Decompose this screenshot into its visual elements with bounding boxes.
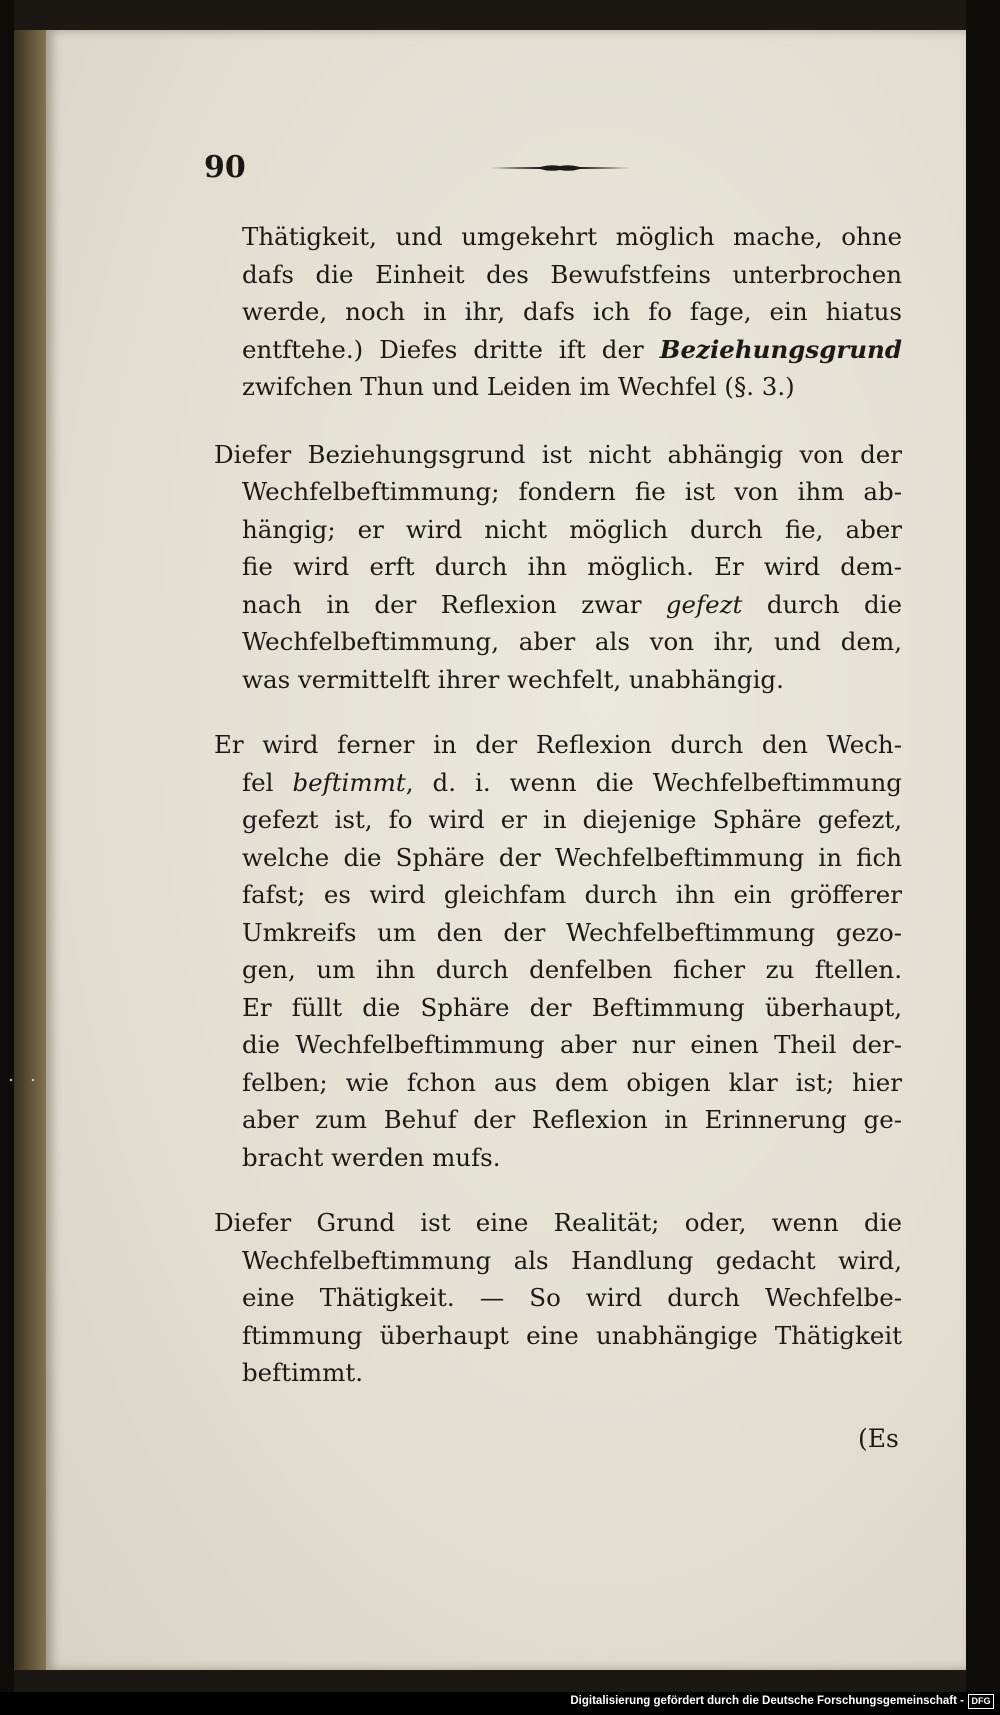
header-ornament	[490, 162, 630, 174]
dfg-logo-icon: DFG	[968, 1694, 994, 1709]
text-line: was vermittelft ihrer wechfelt, unabhängig.	[242, 664, 784, 694]
text-line: gen, um ihn durch denfelben ficher zu ftellen.	[242, 955, 902, 984]
text-line: fafst; es wird gleichfam durch ihn ein gröfferer	[242, 880, 902, 909]
text-line	[242, 331, 902, 369]
emphasis-text: beftimmt	[292, 767, 406, 797]
text-run: fel	[242, 767, 293, 797]
emphasis-text: Beziehungsgrund	[659, 334, 902, 364]
text-run: , d. i. wenn die Wechfelbeftimmung	[405, 767, 902, 797]
text-line: werde, noch in ihr, dafs ich fo fage, ein hiatus	[242, 297, 902, 326]
text-line: Er füllt die Sphäre der Beftimmung überhaupt,	[242, 992, 902, 1022]
text-run: nach in der Reflexion zwar	[242, 589, 666, 619]
page-text	[214, 218, 902, 1392]
text-line: Umkreifs um den der Wechfelbeftimmung gezo-	[242, 917, 902, 947]
text-line: aber zum Behuf der Reflexion in Erinnerung ge-	[242, 1105, 902, 1134]
text-line: zwifchen Thun und Leiden im Wechfel (§. 3.)	[242, 372, 795, 401]
text-line: Wechfelbeftimmung, aber als von ihr, und dem,	[242, 627, 902, 656]
text-line: eine Thätigkeit. — So wird durch Wechfelbe-	[242, 1283, 902, 1312]
emphasis-text: gefezt	[665, 589, 743, 619]
scan-right-edge	[966, 0, 1000, 1715]
text-line: die Wechfelbeftimmung aber nur einen Theil der-	[242, 1030, 902, 1059]
text-line: bracht werden mufs.	[242, 1142, 501, 1172]
scan-left-edge	[0, 0, 14, 1715]
text-run: durch die	[742, 589, 902, 619]
text-line: felben; wie fchon aus dem obigen klar ist; hier	[242, 1067, 902, 1097]
paragraph-3	[214, 726, 902, 1176]
text-line: Wechfelbeftimmung; fondern fie ist von ihm ab-	[242, 477, 902, 506]
paragraph-1	[242, 218, 902, 406]
text-line	[214, 764, 902, 802]
text-line: welche die Sphäre der Wechfelbeftimmung in fich	[242, 842, 902, 872]
page-number: 90	[204, 150, 246, 185]
text-line: dafs die Einheit des Bewufstfeins unterbrochen	[242, 259, 902, 289]
text-line: hängig; er wird nicht möglich durch fie, aber	[242, 514, 902, 544]
paragraph-4	[214, 1204, 902, 1392]
text-line: Thätigkeit, und umgekehrt möglich mache, ohne	[242, 222, 902, 251]
scan-edge-dots	[0, 1077, 46, 1083]
footer-credit: Digitalisierung gefördert durch die Deutsche Forschungsgemeinschaft -	[570, 1695, 964, 1707]
text-line: Diefer Grund ist eine Realität; oder, wenn die	[214, 1208, 902, 1237]
text-line: Er wird ferner in der Reflexion durch den Wech-	[214, 730, 902, 759]
text-line: ftimmung überhaupt eine unabhängige Thätigkeit	[242, 1320, 902, 1350]
text-line: gefezt ist, fo wird er in diejenige Sphäre gefezt,	[242, 805, 902, 834]
book-binding-shadow	[14, 30, 50, 1670]
text-line: beftimmt.	[242, 1358, 364, 1387]
text-run: entftehe.) Diefes dritte ift der	[242, 334, 660, 364]
paragraph-2	[214, 436, 902, 699]
text-line: Wechfelbeftimmung als Handlung gedacht wird,	[242, 1245, 902, 1275]
text-line: Diefer Beziehungsgrund ist nicht abhängig von der	[214, 439, 902, 469]
catchword: (Es	[858, 1424, 899, 1453]
text-line: fie wird erft durch ihn möglich. Er wird dem-	[242, 552, 902, 581]
text-line	[214, 586, 902, 624]
